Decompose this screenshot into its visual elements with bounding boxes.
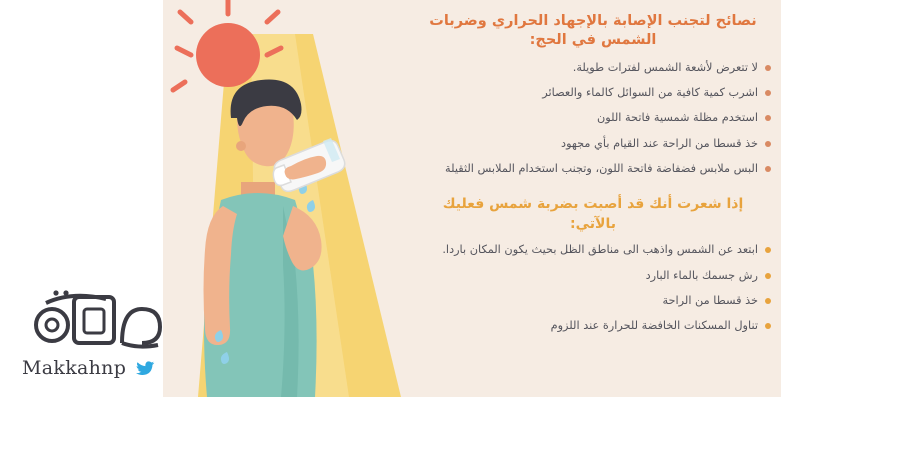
logo-block xyxy=(18,283,168,398)
action-text: رش جسمك بالماء البارد xyxy=(645,268,758,282)
sun-icon xyxy=(196,23,260,87)
makkah-wordmark-svg xyxy=(26,285,166,355)
tip-text: البس ملابس فضفاضة فاتحة اللون، وتجنب استخدام الملابس الثقيلة xyxy=(445,162,758,176)
list-item xyxy=(415,293,771,309)
list-item xyxy=(415,161,771,177)
text-column xyxy=(413,6,773,391)
list-item xyxy=(415,242,771,258)
bullet-icon xyxy=(765,298,771,304)
tip-text: لا تتعرض لأشعة الشمس لفترات طويلة. xyxy=(572,60,758,74)
infographic-panel xyxy=(163,0,781,397)
handle-text: Makkahnp xyxy=(22,357,127,379)
bullet-icon xyxy=(765,273,771,279)
illustration-sun-and-person xyxy=(163,0,418,397)
makkah-wordmark xyxy=(26,285,166,355)
tips-list xyxy=(413,60,773,178)
list-item xyxy=(415,318,771,334)
actions-list xyxy=(413,242,773,335)
tip-text: اشرب كمية كافية من السوائل كالماء والعصائر xyxy=(542,86,758,100)
list-item xyxy=(415,85,771,101)
action-text: ابتعد عن الشمس واذهب الى مناطق الظل بحيث يكون المكان باردا. xyxy=(442,243,758,257)
bullet-icon xyxy=(765,166,771,172)
tip-text: خذ قسطا من الراحة عند القيام بأي مجهود xyxy=(561,136,758,150)
bullet-icon xyxy=(765,90,771,96)
bullet-icon xyxy=(765,65,771,71)
page-title: نصائح لتجنب الإصابة بالإجهاد الحراري وضربات الشمس في الحج: xyxy=(429,13,757,48)
tip-text: استخدم مظلة شمسية فاتحة اللون xyxy=(596,111,758,125)
list-item xyxy=(415,60,771,76)
list-item xyxy=(415,268,771,284)
list-item xyxy=(415,136,771,152)
action-text: خذ قسطا من الراحة xyxy=(662,293,758,307)
social-handle xyxy=(22,357,155,379)
bullet-icon xyxy=(765,115,771,121)
bullet-icon xyxy=(765,323,771,329)
twitter-bird-icon xyxy=(133,359,155,377)
bullet-icon xyxy=(765,141,771,147)
illustration-svg xyxy=(163,0,418,397)
bullet-icon xyxy=(765,247,771,253)
list-item xyxy=(415,110,771,126)
section-subtitle: إذا شعرت أنك قد أصبت بضربة شمس فعليك بالآتي: xyxy=(442,195,744,232)
action-text: تناول المسكنات الخافضة للحرارة عند اللزوم xyxy=(550,319,758,333)
